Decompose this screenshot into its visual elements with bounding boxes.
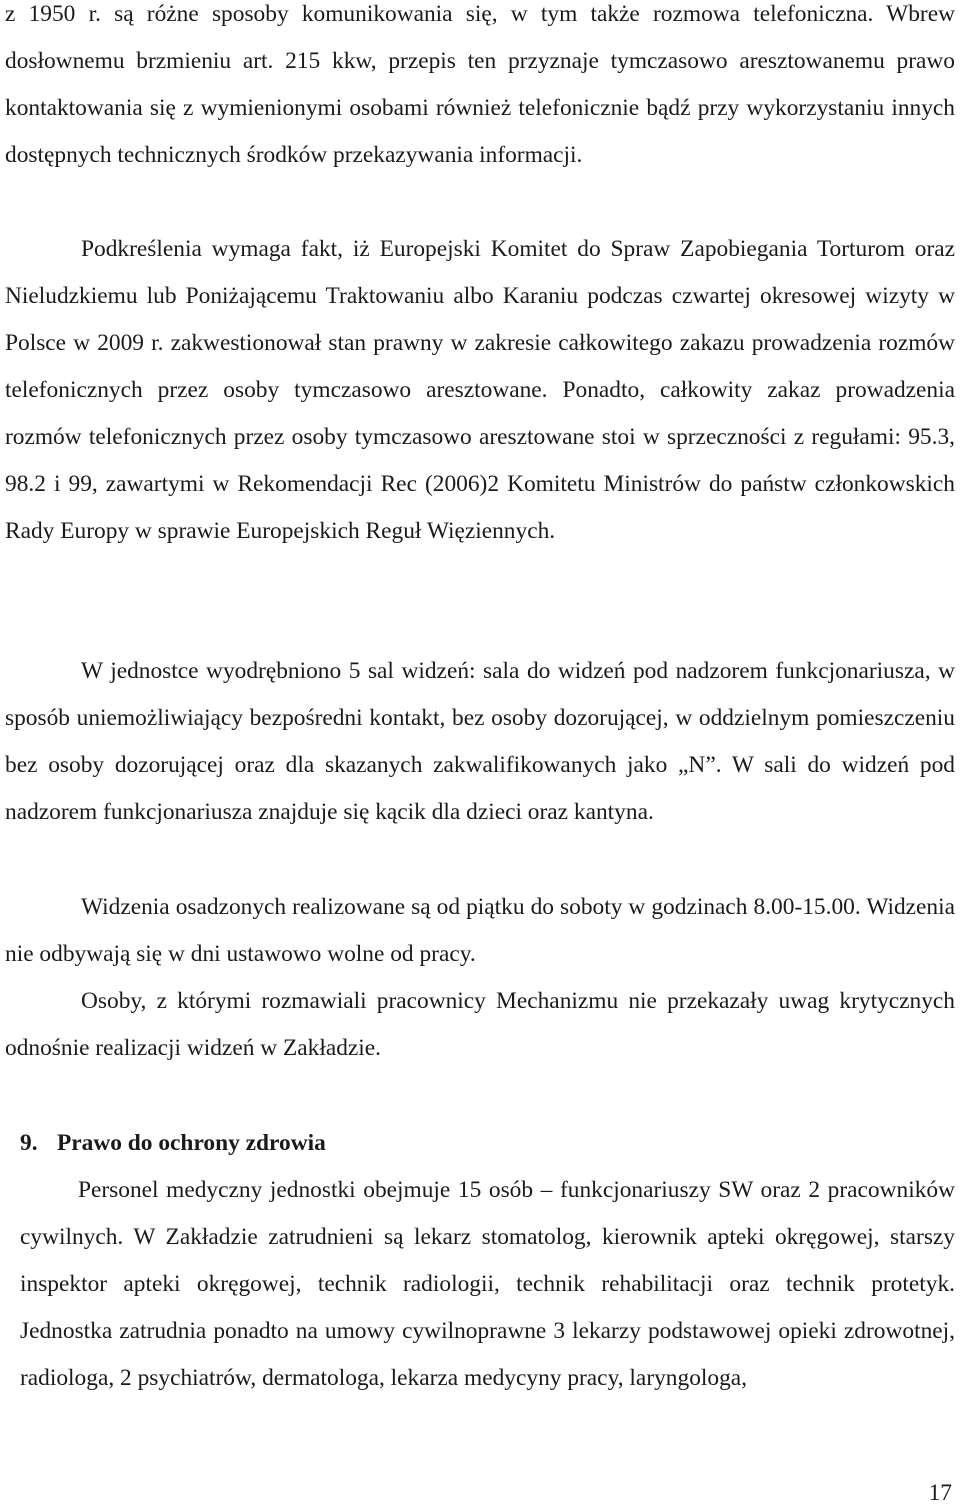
section-title: Prawo do ochrony zdrowia xyxy=(57,1130,326,1156)
section-number: 9. xyxy=(20,1130,38,1156)
paragraph-committee-remarks: Podkreślenia wymaga fakt, iż Europejski Komitet do Spraw Zapobiegania Torturom oraz Nieludzkiemu lub Poniżającemu Traktowaniu albo Karaniu podczas czwartej okresowej wizyty w Polsce w 2009 r. zakwestionował stan prawny w zakresie całkowitego zakazu prowadzenia rozmów telefonicznych przez osoby tymczasowo aresztowane. Ponadto, całkowity zakaz prowadzenia rozmów telefonicznych przez osoby tymczasowo aresztowane stoi w sprzeczności z regułami: 95.3, 98.2 i 99, zawartymi w Rekomendacji Rec (2006)2 Komitetu Ministrów do państw członkowskich Rady Europy w sprawie Europejskich Reguł Więziennych. xyxy=(5,236,955,544)
paragraph-visiting-rooms: W jednostce wyodrębniono 5 sal widzeń: sala do widzeń pod nadzorem funkcjonariusza, w sposób uniemożliwiający bezpośredni kontakt, bez osoby dozorującej, w oddzielnym pomieszczeniu bez osoby dozorującej oraz dla skazanych zakwalifikowanych jako „N”. W sali do widzeń pod nadzorem funkcjonariusza znajduje się kącik dla dzieci oraz kantyna. xyxy=(5,658,955,825)
page-number: 17 xyxy=(928,1480,952,1506)
paragraph-medical-staff: Personel medyczny jednostki obejmuje 15 osób – funkcjonariuszy SW oraz 2 pracowników cywilnych. W Zakładzie zatrudnieni są lekarz stomatolog, kierownik apteki okręgowej, starszy inspektor apteki okręgowej, technik radiologii, technik rehabilitacji oraz technik protetyk. Jednostka zatrudnia ponadto na umowy cywilnoprawne 3 lekarzy podstawowej opieki zdrowotnej, radiologa, 2 psychiatrów, dermatologa, lekarza medycyny pracy, laryngologa, xyxy=(20,1177,955,1391)
paragraph-phone-communication: z 1950 r. są różne sposoby komunikowania się, w tym także rozmowa telefoniczna. Wbrew dosłownemu brzmieniu art. 215 kkw, przepis ten przyznaje tymczasowo aresztowanemu prawo kontaktowania się z wymienionymi osobami również telefonicznie bądź przy wykorzystaniu innych dostępnych technicznych środków przekazywania informacji. xyxy=(5,1,955,168)
paragraph-no-critical-remarks: Osoby, z którymi rozmawiali pracownicy Mechanizmu nie przekazały uwag krytycznych odnośnie realizacji widzeń w Zakładzie. xyxy=(5,988,955,1061)
paragraph-visiting-hours: Widzenia osadzonych realizowane są od piątku do soboty w godzinach 8.00-15.00. Widzenia nie odbywają się w dni ustawowo wolne od pracy. xyxy=(5,894,955,967)
section-heading xyxy=(20,1120,326,1167)
